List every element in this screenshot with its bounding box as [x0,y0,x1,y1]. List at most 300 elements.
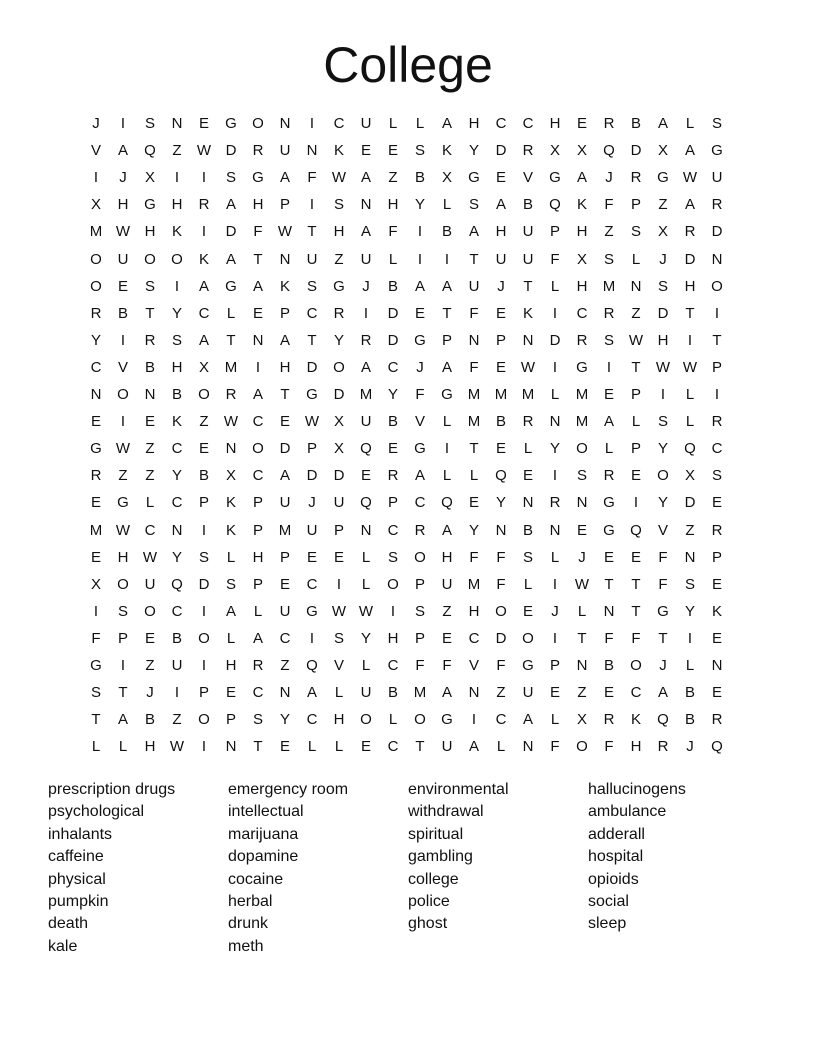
grid-letter: U [711,169,723,187]
grid-letter: P [549,223,560,241]
grid-letter: R [711,196,723,214]
grid-letter: B [144,711,155,729]
grid-letter: R [522,142,534,160]
grid-letter: E [252,304,263,322]
grid-letter: A [198,331,209,349]
grid-letter: A [225,602,236,620]
grid-letter: E [603,386,614,403]
grid-letter: J [146,684,154,702]
grid-letter: A [468,223,479,241]
grid-letter: W [574,575,590,593]
grid-letter: E [225,684,236,702]
grid-letter: Y [657,494,668,512]
grid-letter: O [522,629,534,647]
grid-letter: G [306,602,318,620]
grid-letter: I [363,304,369,322]
grid-letter: I [444,440,450,458]
grid-letter: P [549,657,560,674]
grid-letter: Z [199,413,209,431]
grid-letter: A [279,331,290,349]
grid-letter: H [171,196,183,214]
grid-letter: P [279,548,290,566]
word-column [588,779,768,958]
grid-letter: T [658,629,668,647]
grid-letter: Y [171,304,182,322]
grid-letter: S [414,602,425,620]
grid-letter: D [684,250,696,268]
grid-letter: W [682,169,698,187]
grid-letter: V [657,521,668,539]
grid-letter: H [279,358,291,376]
grid-letter: O [252,440,264,458]
word-item: psychological [48,803,145,821]
grid-letter: F [442,657,452,674]
grid-letter: O [117,386,129,403]
grid-letter: Y [657,440,668,458]
grid-letter: Z [334,250,344,268]
grid-letter: R [603,711,615,729]
grid-letter: D [387,331,399,349]
grid-letter: P [630,386,641,403]
grid-letter: E [279,738,290,756]
grid-letter: G [522,657,534,674]
grid-letter: L [334,684,344,702]
grid-letter: N [576,494,588,512]
grid-letter: F [604,738,614,756]
grid-letter: L [577,602,587,620]
grid-letter: L [631,250,641,268]
grid-letter: B [387,684,398,702]
grid-letter: X [549,142,560,160]
grid-letter: C [171,494,183,512]
grid-letter: T [604,575,614,593]
grid-letter: E [198,440,209,458]
grid-letter: A [414,467,425,485]
grid-letter: E [711,494,722,512]
grid-letter: Z [145,440,155,458]
grid-letter: N [279,684,291,702]
grid-letter: K [576,196,587,214]
grid-letter: L [550,548,560,566]
grid-letter: H [144,223,156,241]
word-item: spiritual [408,825,464,843]
grid-letter: S [333,629,344,647]
grid-letter: C [279,629,291,647]
grid-letter: I [255,358,261,376]
grid-letter: F [496,548,506,566]
grid-letter: V [117,358,128,376]
grid-letter: A [252,386,263,403]
grid-letter: A [252,277,263,295]
word-item: adderall [588,825,645,843]
grid-letter: X [684,467,695,485]
grid-letter: G [90,440,102,458]
grid-letter: M [359,386,373,403]
word-item: drunk [228,915,269,933]
grid-letter: R [522,413,534,431]
grid-letter: C [90,358,102,376]
grid-letter: W [169,738,185,756]
grid-letter: I [633,494,639,512]
grid-letter: I [93,169,99,187]
word-item: caffeine [48,848,104,866]
grid-letter: I [714,304,720,322]
grid-letter: F [550,738,560,756]
word-item: physical [48,870,106,888]
grid-letter: F [658,575,668,593]
grid-letter: T [118,684,128,702]
grid-letter: H [252,548,264,566]
grid-letter: C [387,657,399,674]
grid-letter: D [684,494,696,512]
word-item: ghost [408,915,448,933]
grid-letter: I [201,223,207,241]
grid-letter: B [198,467,209,485]
grid-letter: R [225,386,237,403]
grid-letter: F [415,386,425,403]
grid-letter: Q [684,440,696,458]
grid-letter: L [388,115,398,132]
grid-letter: N [684,548,696,566]
grid-letter: T [415,738,425,756]
grid-letter: I [174,169,180,187]
grid-letter: T [91,711,101,729]
grid-letter: E [522,602,533,620]
grid-letter: P [414,575,425,593]
grid-letter: A [360,169,371,187]
grid-letter: M [602,277,616,295]
grid-letter: D [630,142,642,160]
grid-letter: P [279,304,290,322]
grid-letter: C [711,440,723,458]
grid-letter: F [415,657,425,674]
grid-letter: U [306,250,318,268]
grid-letter: Q [306,657,318,674]
grid-letter: I [174,684,180,702]
grid-letter: Q [441,494,453,512]
grid-letter: A [198,277,209,295]
grid-letter: J [659,657,667,674]
grid-letter: R [360,331,372,349]
grid-letter: I [660,386,666,403]
grid-letter: H [333,711,345,729]
grid-letter: M [521,386,535,403]
grid-letter: C [468,629,480,647]
word-item: marijuana [228,825,299,843]
grid-letter: Y [171,548,182,566]
grid-letter: W [196,142,212,160]
grid-letter: T [253,250,263,268]
grid-letter: L [523,575,533,593]
grid-letter: N [522,738,534,756]
grid-letter: L [604,440,614,458]
grid-letter: P [225,711,236,729]
grid-letter: R [711,413,723,431]
grid-letter: A [603,413,614,431]
word-item: emergency room [228,781,349,798]
grid-letter: U [171,657,183,674]
grid-letter: L [685,413,695,431]
grid-letter: F [253,223,263,241]
grid-letter: N [360,196,372,214]
grid-letter: E [360,467,371,485]
grid-letter: C [630,684,642,702]
grid-letter: Z [388,169,398,187]
grid-letter: K [522,304,533,322]
grid-letter: Z [658,196,668,214]
grid-letter: D [387,304,399,322]
grid-letter: U [360,413,372,431]
grid-letter: S [225,169,236,187]
grid-letter: O [414,711,426,729]
grid-letter: W [358,602,374,620]
grid-letter: I [201,521,207,539]
grid-letter: H [576,277,588,295]
grid-letter: E [333,548,344,566]
grid-letter: M [467,413,481,431]
grid-letter: F [604,196,614,214]
grid-letter: L [685,115,695,132]
grid-letter: F [91,629,101,647]
grid-letter: Q [360,494,372,512]
grid-letter: O [90,250,102,268]
word-item: herbal [228,893,273,911]
grid-letter: F [469,304,479,322]
word-item: sleep [588,915,627,933]
grid-letter: X [90,196,101,214]
grid-letter: F [604,629,614,647]
grid-letter: E [360,738,371,756]
grid-letter: S [603,250,614,268]
page-title: College [323,37,493,93]
word-column [48,779,228,958]
grid-letter: I [201,169,207,187]
grid-letter: L [631,413,641,431]
grid-letter: E [360,142,371,160]
grid-letter: H [333,223,345,241]
grid-letter: P [306,440,317,458]
grid-letter: E [90,413,101,431]
grid-letter: U [441,738,453,756]
word-item: meth [228,937,264,955]
grid-letter: S [144,277,155,295]
grid-letter: N [279,250,291,268]
grid-letter: R [414,521,426,539]
grid-letter: S [711,115,722,132]
grid-letter: Q [657,711,669,729]
grid-letter: G [603,494,615,512]
grid-letter: N [306,142,318,160]
grid-letter: J [659,250,667,268]
grid-letter: C [387,738,399,756]
grid-letter: Z [172,711,182,729]
grid-letter: B [603,657,614,674]
grid-letter: X [576,142,587,160]
grid-letter: E [603,548,614,566]
grid-letter: L [118,738,128,756]
grid-letter: K [225,521,236,539]
grid-letter: L [496,738,506,756]
grid-letter: O [198,629,210,647]
grid-letter: W [331,169,347,187]
grid-letter: N [360,521,372,539]
grid-letter: I [309,629,315,647]
grid-letter: R [603,467,615,485]
word-item: withdrawal [408,803,484,821]
grid-letter: N [225,440,237,458]
grid-letter: P [252,575,263,593]
grid-letter: I [174,277,180,295]
grid-letter: K [441,142,452,160]
grid-letter: I [309,115,315,132]
grid-letter: E [198,115,209,132]
grid-letter: Z [577,684,587,702]
grid-letter: O [333,358,345,376]
grid-letter: O [90,277,102,295]
grid-letter: T [685,304,695,322]
grid-letter: U [360,250,372,268]
grid-letter: L [550,386,560,403]
grid-letter: I [687,629,693,647]
grid-letter: U [306,521,318,539]
grid-letter: E [711,575,722,593]
grid-letter: I [336,575,342,593]
grid-letter: L [550,277,560,295]
word-list [48,779,768,958]
grid-letter: Q [549,196,561,214]
grid-letter: W [142,548,158,566]
grid-letter: Z [145,657,155,674]
grid-letter: E [576,115,587,132]
grid-letter: L [388,711,398,729]
grid-letter: X [576,711,587,729]
grid-letter: A [117,142,128,160]
grid-letter: X [198,358,209,376]
grid-letter: Y [360,629,371,647]
grid-letter: A [657,115,668,132]
grid-letter: L [685,657,695,674]
grid-letter: C [198,304,210,322]
grid-letter: K [171,413,182,431]
grid-letter: P [387,494,398,512]
grid-letter: L [523,440,533,458]
grid-letter: P [279,196,290,214]
grid-letter: A [684,196,695,214]
grid-letter: W [115,521,131,539]
grid-letter: C [252,684,264,702]
grid-letter: O [117,575,129,593]
grid-letter: S [711,467,722,485]
grid-letter: C [252,467,264,485]
grid-letter: R [603,304,615,322]
grid-letter: X [576,250,587,268]
grid-letter: I [552,467,558,485]
word-item: pumpkin [48,893,109,911]
grid-letter: G [414,331,426,349]
grid-letter: I [552,358,558,376]
grid-letter: G [225,277,237,295]
grid-letter: E [603,684,614,702]
grid-letter: C [387,358,399,376]
grid-letter: T [577,629,587,647]
grid-letter: U [522,223,534,241]
grid-letter: G [441,386,453,403]
grid-letter: U [495,250,507,268]
grid-letter: H [117,548,129,566]
grid-letter: I [552,629,558,647]
grid-letter: I [552,575,558,593]
word-item: college [408,870,459,888]
grid-letter: S [90,684,101,702]
grid-letter: P [711,548,722,566]
grid-letter: W [115,223,131,241]
grid-letter: P [441,331,452,349]
grid-letter: A [279,169,290,187]
grid-letter: P [252,494,263,512]
grid-letter: N [603,602,615,620]
grid-letter: D [333,467,345,485]
grid-letter: D [225,142,237,160]
grid-letter: W [682,358,698,376]
grid-letter: M [278,521,292,539]
grid-letter: Y [414,196,425,214]
grid-letter: H [387,629,399,647]
grid-letter: B [171,386,182,403]
grid-letter: A [441,115,452,132]
grid-letter: Y [171,467,182,485]
grid-letter: L [361,548,371,566]
grid-letter: I [93,602,99,620]
grid-letter: E [495,304,506,322]
grid-letter: A [441,684,452,702]
grid-letter: P [198,494,209,512]
grid-letter: B [441,223,452,241]
grid-letter: Q [495,467,507,485]
word-column [408,779,588,958]
grid-letter: G [414,440,426,458]
grid-letter: S [306,277,317,295]
grid-letter: N [90,386,102,403]
grid-letter: C [495,711,507,729]
grid-letter: H [468,115,480,132]
grid-letter: V [522,169,533,187]
grid-letter: R [630,169,642,187]
grid-letter: O [576,440,588,458]
grid-letter: E [90,548,101,566]
grid-letter: U [360,684,372,702]
grid-letter: T [469,250,479,268]
grid-letter: K [171,223,182,241]
grid-letter: O [252,115,264,132]
grid-letter: D [333,386,345,403]
grid-letter: C [333,115,345,132]
grid-letter: O [630,657,642,674]
grid-letter: N [522,331,534,349]
grid-letter: S [198,548,209,566]
grid-letter: C [306,304,318,322]
grid-letter: G [117,494,129,512]
grid-letter: S [117,602,128,620]
grid-letter: A [225,250,236,268]
grid-letter: P [117,629,128,647]
grid-letter: H [468,602,480,620]
grid-letter: U [522,250,534,268]
grid-letter: W [277,223,293,241]
grid-letter: I [417,250,423,268]
grid-letter: T [226,331,236,349]
grid-letter: R [684,223,696,241]
word-item: inhalants [48,825,113,843]
